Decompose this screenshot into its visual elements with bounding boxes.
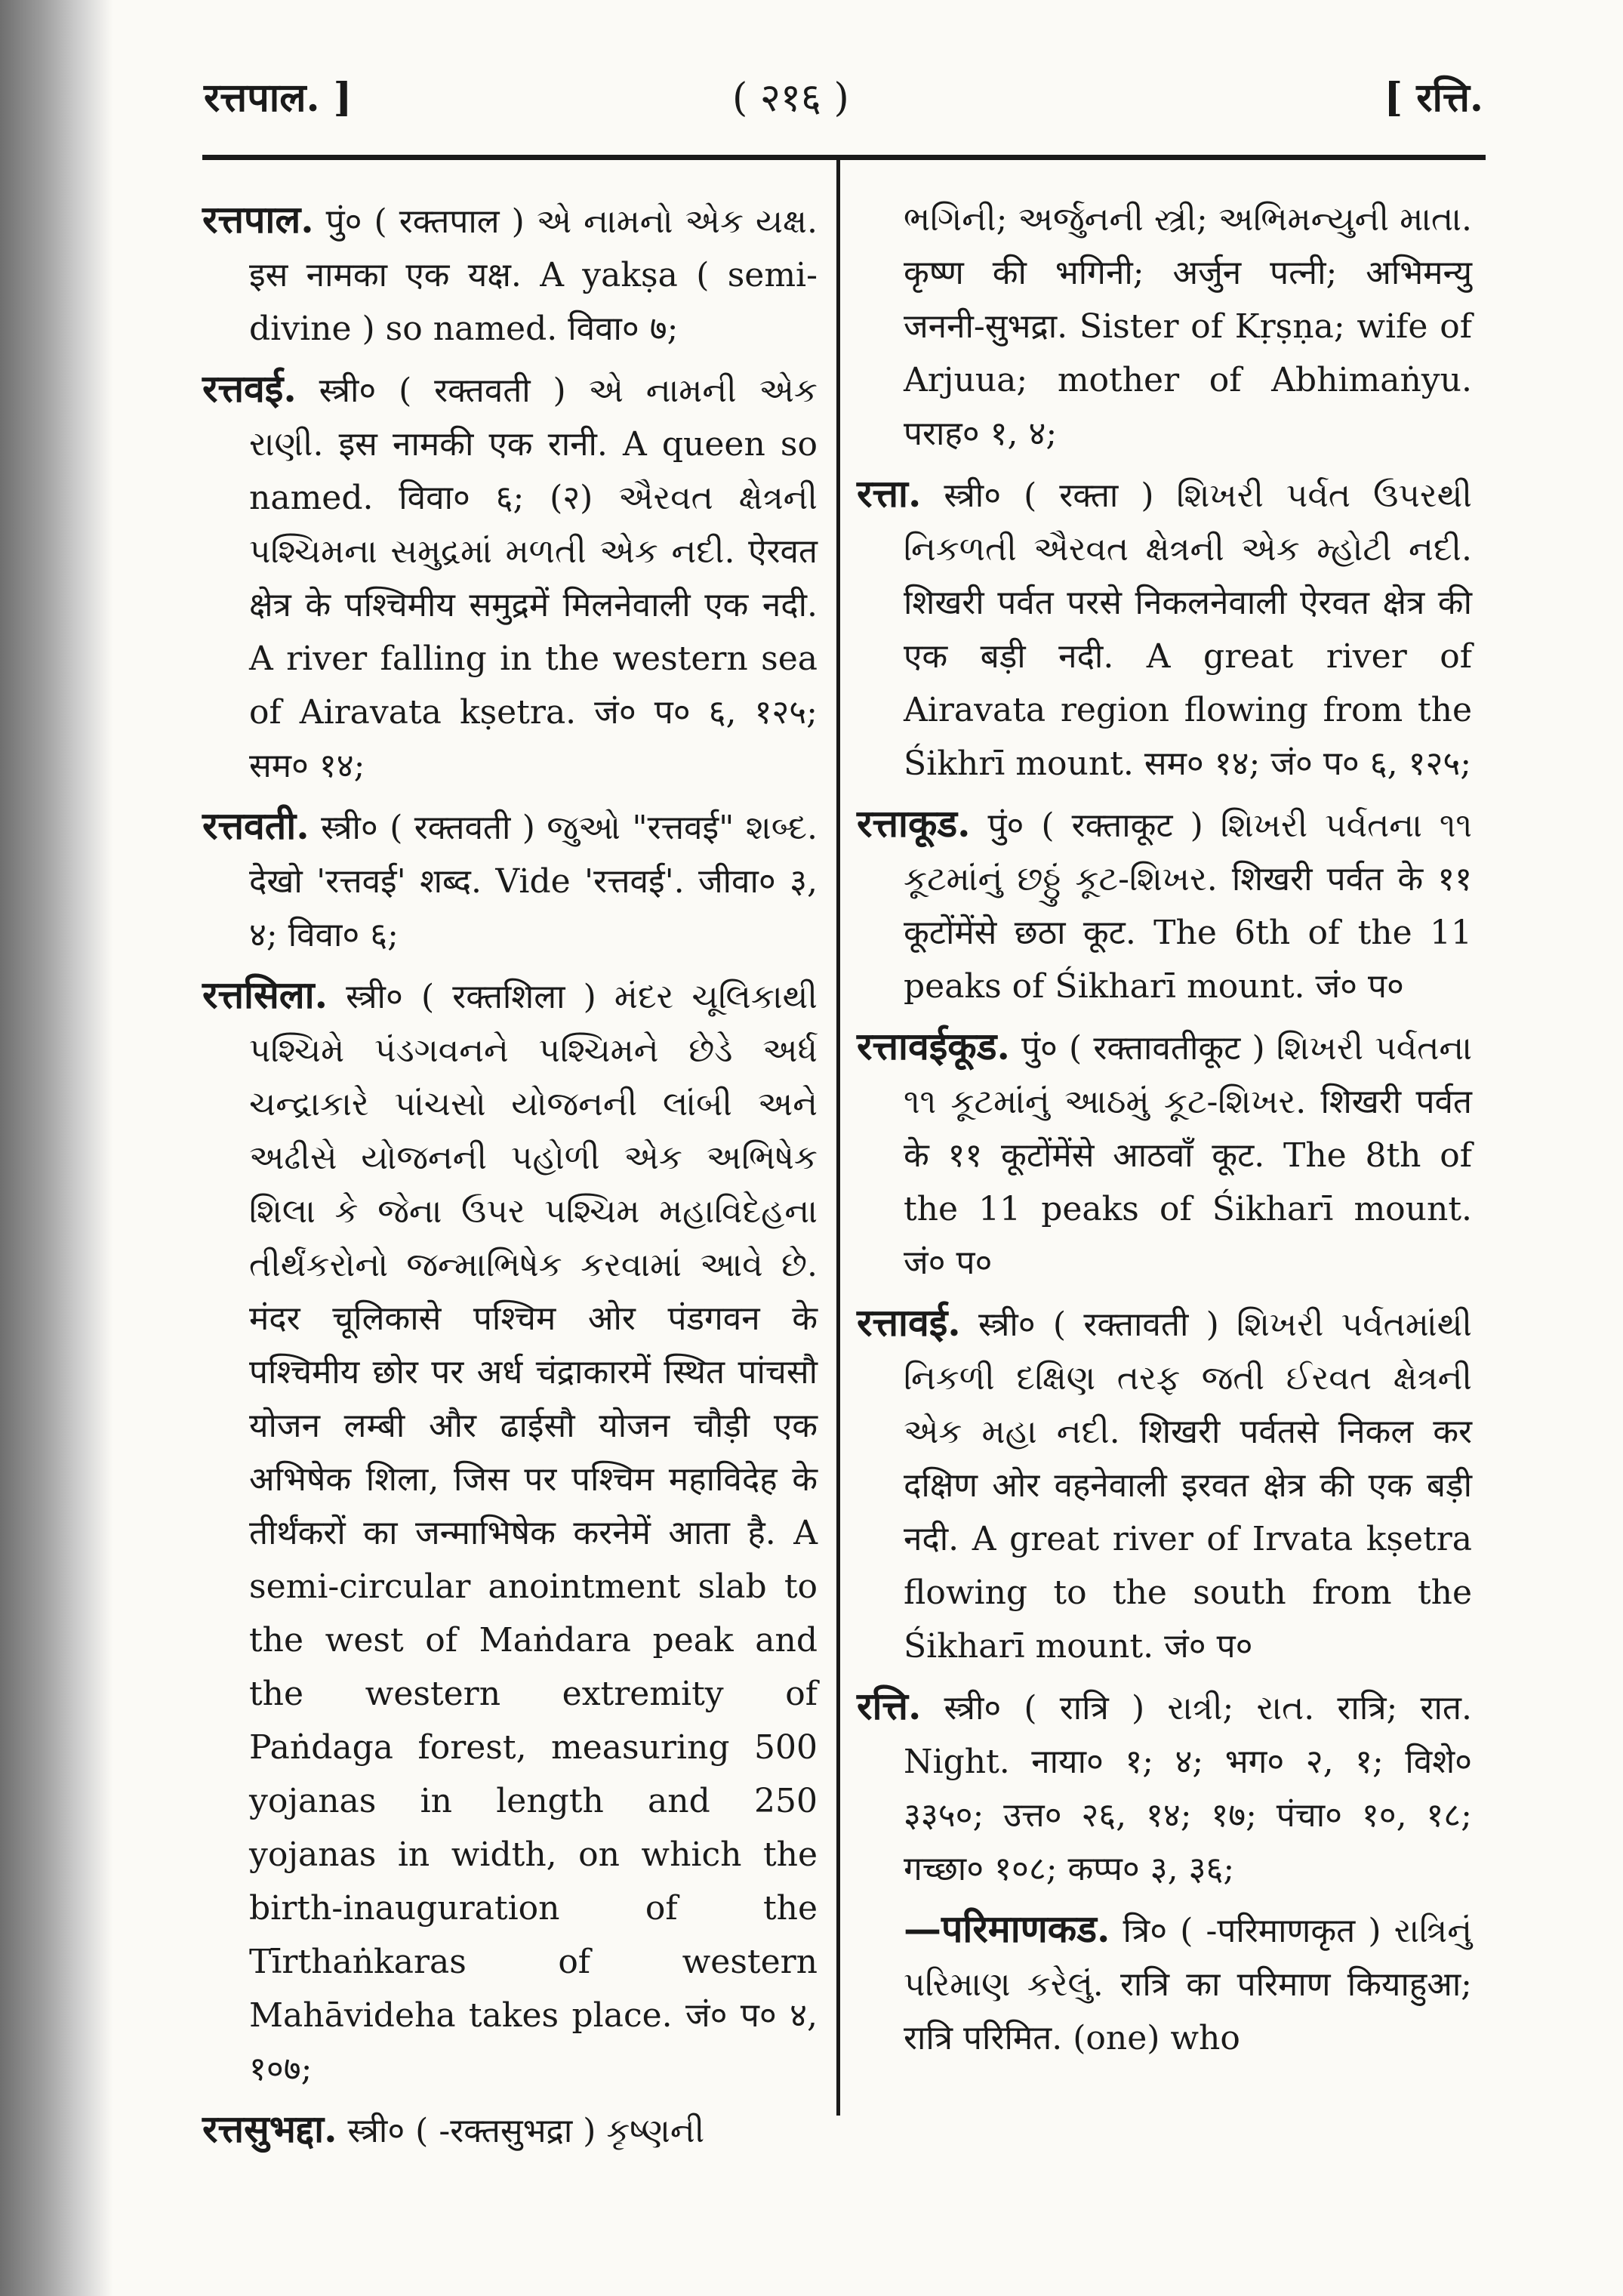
entry-definition: त्रि० ( -परिमाणकृत ) રાત્રિનું પરિમાણ કરેલું. रात्रि का परिमाण कियाहुआ; रात्रि परिमित. (one) who [904, 1912, 1472, 2057]
column-divider [836, 160, 840, 2116]
dictionary-entry [857, 797, 1472, 1013]
entry-headword: रत्ताकूड. [857, 801, 971, 846]
entry-headword: रत्ति. [857, 1684, 922, 1728]
entry-definition: स्त्री० ( -रक्तसुभद्रा ) કૃષ્ણની [347, 2112, 705, 2150]
dictionary-entry [857, 1019, 1472, 1290]
dictionary-entry-continued [857, 193, 1472, 461]
dictionary-entry [857, 467, 1472, 791]
dictionary-entry [857, 1679, 1472, 1896]
entry-definition: स्त्री० ( रक्तशिला ) મંદર ચૂલિકાથી પશ્ચિમે પંડગવનને પશ્ચિમને છેડે અર્ધ ચન્દ્રાકારે પાંચસો યોજનની લાંબી અને અઢીસે યોજનની પહોળી એક અભિષેક શિલા કે જેના ઉપર પશ્ચિમ મહાવિદેહના તીર્થંકરોનો જન્માભિષેક કરવામાં આવે છે. मंदर चूलिकासे पश्चिम ओर पंडगवन के पश्चिमीय छोर पर अर्ध चंद्राकारमें स्थित पांचसौ योजन लम्बी और ढाईसौ योजन चौड़ी एक अभिषेक शिला, जिस पर पश्चिम महाविदेह के तीर्थंकरों का जन्माभिषेक करनेमें आता है. A semi-circular anointment slab to the west of Maṅdara peak and the western extremity of Paṅdaga forest, measuring 500 yojanas in length and 250 yojanas in width, on which the birth-inauguration of the Tīrthaṅkaras of western Mahāvideha takes place. जं० प० ४, १०७; [249, 978, 818, 2088]
entry-headword: रत्तावईकूड. [857, 1024, 1010, 1068]
page-number: ( २१६ ) [732, 76, 849, 121]
entry-headword: रत्तवती. [202, 803, 310, 848]
entry-headword: रत्तावई. [857, 1300, 961, 1345]
header-right-guideword: [ रत्ति. [1384, 75, 1483, 121]
entry-headword: रत्तवई. [202, 366, 297, 411]
dictionary-entry [202, 2102, 818, 2158]
header-rule [202, 155, 1486, 160]
left-column [202, 193, 818, 2164]
entry-definition: स्त्री० ( रक्तवती ) એ નામની એક રાણી. इस नामकी एक रानी. A queen so named. विवा० ६; (२) ઐરવત ક્ષેત્રની પશ્ચિમના સમુદ્રમાં મળતી એક નદી. ऐरवत क्षेत्र के पश्चिमीय समुद्रमें मिलनेवाली एक नदी. A river falling in the western sea of Airavata kṣetra. जं० प० ६, १२५; सम० १४; [249, 371, 818, 785]
dictionary-entry [202, 362, 818, 793]
book-binding-edge [0, 0, 113, 2296]
entry-definition: पुं० ( रक्तावतीकूट ) શિખરી પર્વતના ૧૧ કૂટમાંનું આઠમું કૂટ-શિખર. शिखरी पर्वत के ११ कूटोंमेंसे आठवाँ कूट. The 8th of the 11 peaks of Śikharī mount. जं० प० [904, 1029, 1472, 1282]
entry-definition: ભગિની; અર્જુનની સ્ત્રી; અભિમન્યુની માતા. कृष्ण की भगिनी; अर्जुन पत्नी; अभिमन्यु जननी-सुभद्रा. Sister of Kṛṣṇa; wife of Arjuua; mother of Abhimaṅyu. पराह० १, ४; [904, 200, 1472, 453]
entry-headword: रत्ता. [857, 471, 922, 516]
right-column [857, 193, 1472, 2071]
entry-definition: स्त्री० ( रात्रि ) રાત્રી; રાત. रात्रि; रात. Night. नाया० १; ४; भग० २, १; विशे० ३३५०; उत्त० २६, १४; १७; पंचा० १०, १८; गच्छा० १०८; कप्प० ३, ३६; [904, 1689, 1472, 1888]
entry-headword: रत्तसिला. [202, 972, 328, 1017]
subentry-headword: —परिमाणकड. [904, 1906, 1110, 1951]
dictionary-entry [202, 799, 818, 962]
header-left-guideword: रत्तपाल. ] [204, 75, 353, 121]
entry-definition: स्त्री० ( रक्तावती ) શિખરી પર્વતમાંથી નિકળી દક્ષિણ તરફ જતી ઈરવત ક્ષેત્રની એક મહા નદી. शिखरी पर्वतसे निकल कर दक्षिण ओर वहनेवाली इरवत क्षेत्र की एक बड़ी नदी. A great river of Irvata kṣetra flowing to the south from the Śikharī mount. जं० प० [904, 1305, 1472, 1666]
page-header [204, 69, 1483, 130]
dictionary-entry [202, 968, 818, 2096]
dictionary-entry [202, 193, 818, 356]
dictionary-subentry [857, 1902, 1472, 2065]
entry-definition: पुं० ( रक्ताकूट ) શિખરી પર્વતના ૧૧ કૂટમાંનું છઠ્ઠું કૂટ-શિખર. शिखरी पर्वत के ११ कूटोंमेंसे छठा कूट. The 6th of the 11 peaks of Śikharī mount. जं० प० [904, 806, 1472, 1006]
entry-headword: रत्तपाल. [202, 197, 314, 242]
entry-definition: पुं० ( रक्तपाल ) એ નામનો એક યક્ષ. इस नामका एक यक्ष. A yakṣa ( semi-divine ) so named. विवा० ७; [249, 202, 818, 348]
dictionary-entry [857, 1296, 1472, 1673]
entry-definition: स्त्री० ( रक्ता ) શિખરી પર્વત ઉપરથી નિકળતી ઐરવત ક્ષેત્રની એક મ્હોટી નદી. शिखरी पर्वत परसे निकलनेवाली ऐरवत क्षेत्र की एक बड़ी नदी. A great river of Airavata region flowing from the Śikhrī mount. सम० १४; जं० प० ६, १२५; [904, 476, 1472, 783]
entry-definition: स्त्री० ( रक्तवती ) જુઓ "रत्तवई" શબ્દ. देखो 'रत्तवई' शब्द. Vide 'रत्तवई'. जीवा० ३, ४; विवा० ६; [249, 809, 818, 954]
entry-headword: रत्तसुभद्दा. [202, 2106, 337, 2151]
